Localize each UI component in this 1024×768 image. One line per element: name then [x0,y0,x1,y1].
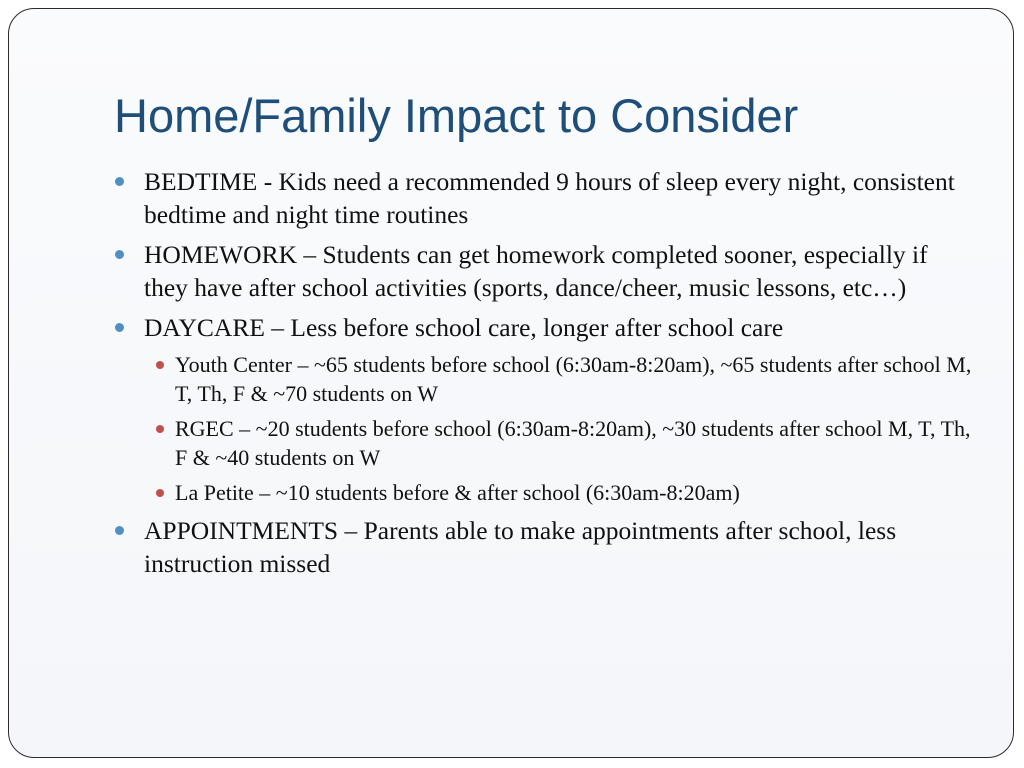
sub-bullet-dot-icon [156,489,164,497]
sub-bullet-dot-icon [156,425,164,433]
bullet-dot-icon [115,177,124,186]
sub-bullet-rgec [144,414,972,472]
bullet-text: HOMEWORK – Students can get homework completed sooner, especially if they have after school activities (sports, dance/cheer, music lessons, etc…) [144,240,928,302]
bullet-bedtime [112,165,972,231]
bullet-dot-icon [115,323,124,332]
bullet-dot-icon [115,250,124,259]
sub-bullet-list [144,350,972,507]
sub-bullet-la-petite [144,478,972,507]
sub-bullet-dot-icon [156,361,164,369]
slide-body [112,165,972,587]
bullet-homework [112,238,972,304]
sub-bullet-youth-center [144,350,972,408]
sub-bullet-text: La Petite – ~10 students before & after school (6:30am-8:20am) [175,480,740,505]
sub-bullet-text: RGEC – ~20 students before school (6:30am-8:20am), ~30 students after school M, T, Th, F & ~40 students on W [175,416,971,470]
bullet-text: APPOINTMENTS – Parents able to make appointments after school, less instruction missed [144,516,897,578]
bullet-text: DAYCARE – Less before school care, longer after school care [144,313,784,342]
bullet-appointments [112,514,972,580]
bullet-dot-icon [115,526,124,535]
sub-bullet-text: Youth Center – ~65 students before school (6:30am-8:20am), ~65 students after school M, T, Th, F & ~70 students on W [175,352,972,406]
slide-title: Home/Family Impact to Consider [114,89,799,142]
bullet-text: BEDTIME - Kids need a recommended 9 hours of sleep every night, consistent bedtime and night time routines [144,167,955,229]
bullet-daycare [112,311,972,507]
bullet-list [112,165,972,580]
